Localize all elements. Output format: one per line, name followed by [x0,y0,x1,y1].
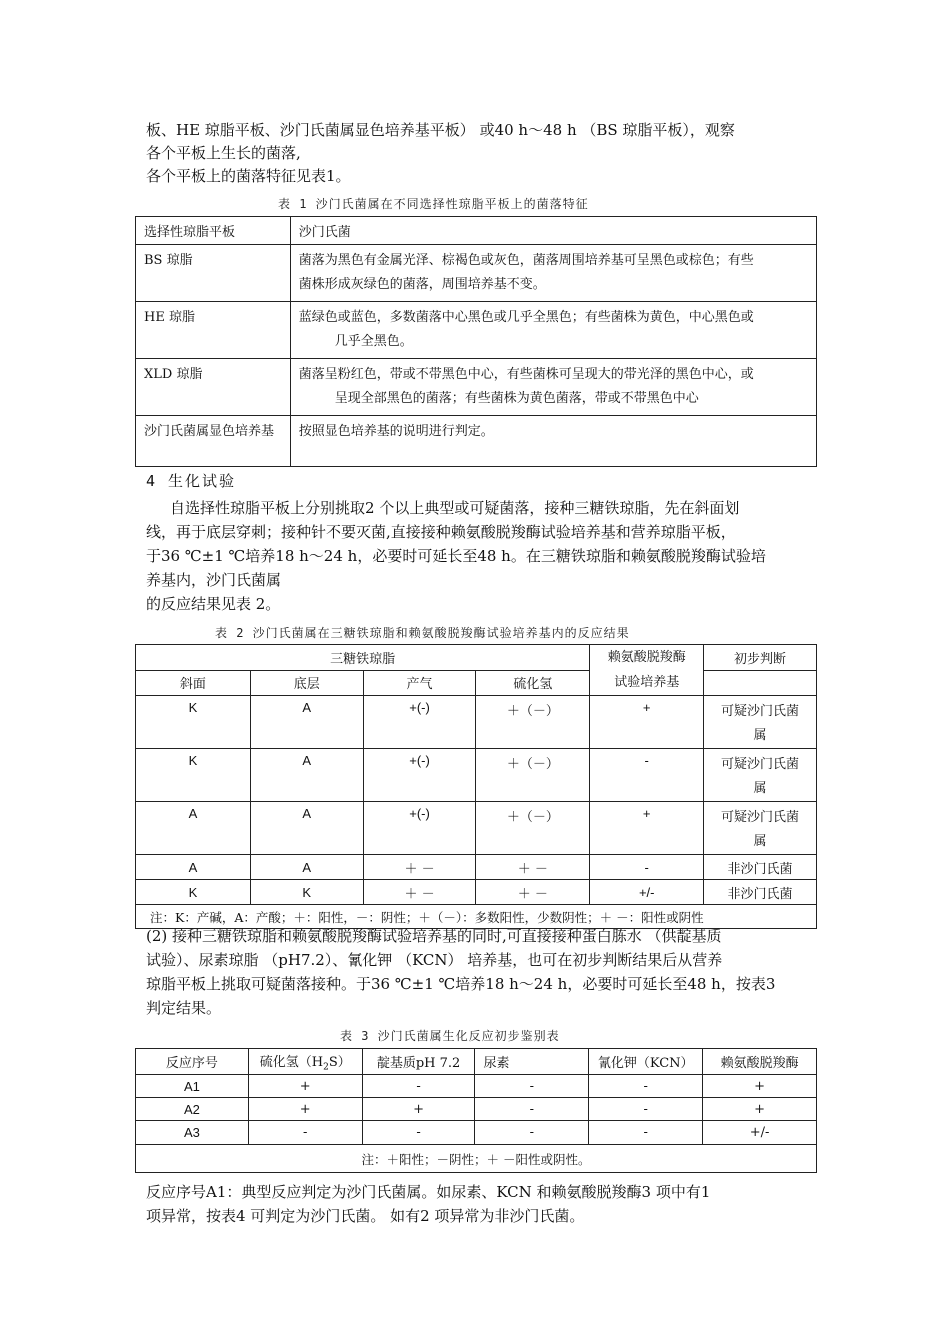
cell-gas: ＋ － [363,880,476,905]
lys-header-line: 试验培养基 [614,675,680,690]
table1-header-medium: 选择性琼脂平板 [136,217,291,245]
cell-value: - [248,1121,362,1145]
para2-line: 琼脂平板上挑取可疑菌落接种。于36 ℃±1 ℃培养18 h～24 h，必要时可延长至48 h，按表3 [146,975,776,993]
table-row [136,217,817,245]
para2-line: (2) 接种三糖铁琼脂和赖氨酸脱羧酶试验培养基的同时,可直接接种蛋白胨水 （供靛基质 [146,927,722,945]
cell-judgement [704,802,817,855]
table-row [136,645,817,671]
cell-bottom: A [250,802,363,855]
table2-subheader: 硫化氢 [476,670,590,696]
table1-cell-description [290,245,816,302]
cell-slope: K [136,880,251,905]
judgement-line: 属 [753,781,767,796]
table2-subheader: 产气 [363,670,476,696]
lys-header-line: 赖氨酸脱羧酶 [607,650,686,665]
cell-value: + [248,1075,362,1098]
table2 [135,644,817,929]
desc-line: 蓝绿色或蓝色，多数菌落中心黑色或几乎全黑色；有些菌株为黄色，中心黑色或 [298,310,754,325]
intro-line-1: 板、HE 琼脂平板、沙门氏菌属显色培养基平板） 或40 h～48 h （BS 琼脂平板），观察 [146,121,735,139]
table1-cell-description: 按照显色培养基的说明进行判定。 [290,416,816,467]
table-row [136,1121,817,1145]
cell-value: - [362,1121,475,1145]
judgement-line: 可疑沙门氏菌 [721,810,800,825]
cell-judgement: 非沙门氏菌 [704,880,817,905]
desc-line: 菌株形成灰绿色的菌落，周围培养基不变。 [298,277,546,292]
table-row [136,245,817,302]
cell-slope: K [136,749,251,802]
cell-value: + [703,1098,817,1121]
cell-bottom: K [250,880,363,905]
table2-empty-cell [704,670,817,696]
desc-line: 呈现全部黑色的菌落；有些菌株为黄色菌落，带或不带黑色中心 [334,391,699,406]
h2s-label-a: 硫化氢（H [259,1054,324,1070]
para2-line: 试验）、尿素琼脂 （pH7.2）、氰化钾 （KCN） 培养基，也可在初步判断结果后从营养 [146,951,723,969]
table-row [136,880,817,905]
cell-judgement [704,749,817,802]
closing-paragraph [146,1180,816,1228]
table-row [136,1145,817,1173]
cell-slope: K [136,696,251,749]
table1-header-salmonella: 沙门氏菌 [290,217,816,245]
h2s-subscript: 2 [323,1062,329,1073]
table1-cell-description [290,359,816,416]
closing-line: 项异常，按表4 可判定为沙门氏菌。 如有2 项异常为非沙门氏菌。 [146,1207,585,1225]
intro-paragraph [146,119,816,188]
cell-lys: + [590,802,704,855]
section4-line: 于36 ℃±1 ℃培养18 h～24 h，必要时可延长至48 h。在三糖铁琼脂和赖氨酸脱羧酶试验培 [146,547,766,565]
h2s-label-b: S） [328,1054,351,1070]
table1-cell-medium: 沙门氏菌属显色培养基 [136,416,291,467]
cell-value: + [703,1075,817,1098]
table2-caption: 表 2 沙门氏菌属在三糖铁琼脂和赖氨酸脱羧酶试验培养基内的反应结果 [215,626,630,640]
intro-line-3: 各个平板上的菌落特征见表1。 [146,167,351,185]
cell-gas: ＋ － [363,855,476,880]
table3-note: 注：＋阳性；－阴性；＋ －阳性或阴性。 [136,1145,817,1173]
cell-value: - [589,1098,703,1121]
cell-judgement [704,696,817,749]
cell-reaction-no: A2 [136,1098,249,1121]
desc-line: 菌落呈粉红色，带或不带黑色中心，有些菌株可呈现大的带光泽的黑色中心，或 [298,367,754,382]
table2-judge-header: 初步判断 [704,645,817,671]
judgement-line: 可疑沙门氏菌 [721,757,800,772]
table3-header-indole: 靛基质pH 7.2 [362,1049,475,1075]
cell-bottom: A [250,696,363,749]
table-row [136,1098,817,1121]
cell-gas: +(-) [363,696,476,749]
closing-line: 反应序号A1：典型反应判定为沙门氏菌属。如尿素、KCN 和赖氨酸脱羧酶3 项中有1 [146,1183,711,1201]
cell-h2s: ＋（－） [476,749,590,802]
section4-line: 线，再于底层穿刺；接种针不要灭菌,直接接种赖氨酸脱羧酶试验培养基和营养琼脂平板， [146,523,736,541]
judgement-line: 可疑沙门氏菌 [721,704,800,719]
cell-reaction-no: A3 [136,1121,249,1145]
table-row [136,855,817,880]
cell-h2s: ＋（－） [476,696,590,749]
table3-header-urea: 尿素 [475,1049,589,1075]
table-row [136,749,817,802]
table3-header-lys: 赖氨酸脱羧酶 [703,1049,817,1075]
judgement-line: 属 [753,834,767,849]
table2-group-header: 三糖铁琼脂 [136,645,590,671]
table-row [136,359,817,416]
table3 [135,1048,817,1173]
cell-lys: - [590,855,704,880]
cell-h2s: ＋ － [476,855,590,880]
cell-bottom: A [250,749,363,802]
cell-lys: - [590,749,704,802]
table1-cell-medium: HE 琼脂 [136,302,291,359]
table2-subheader: 斜面 [136,670,251,696]
cell-value: + [248,1098,362,1121]
cell-gas: +(-) [363,749,476,802]
para2 [146,924,816,1020]
section4-line: 的反应结果见表 2。 [146,595,281,613]
cell-h2s: ＋（－） [476,802,590,855]
cell-value: +/- [703,1121,817,1145]
table-row [136,302,817,359]
section4-line: 自选择性琼脂平板上分别挑取2 个以上典型或可疑菌落，接种三糖铁琼脂，先在斜面划 [170,499,740,517]
table-row [136,1049,817,1075]
desc-line: 几乎全黑色。 [334,334,413,349]
table2-subheader: 底层 [250,670,363,696]
cell-value: - [475,1098,589,1121]
table1 [135,216,817,467]
table-row [136,696,817,749]
judgement-line: 属 [753,728,767,743]
cell-lys: +/- [590,880,704,905]
table3-header-kcn: 氰化钾（KCN） [589,1049,703,1075]
cell-value: - [362,1075,475,1098]
cell-value: - [475,1075,589,1098]
cell-value: - [589,1075,703,1098]
table1-cell-description [290,302,816,359]
cell-slope: A [136,802,251,855]
cell-value: - [589,1121,703,1145]
cell-h2s: ＋ － [476,880,590,905]
cell-value: + [362,1098,475,1121]
cell-lys: + [590,696,704,749]
cell-bottom: A [250,855,363,880]
table-row [136,802,817,855]
table-row [136,1075,817,1098]
intro-line-2: 各个平板上生长的菌落, [146,144,301,162]
table3-caption: 表 3 沙门氏菌属生化反应初步鉴别表 [340,1029,560,1043]
cell-reaction-no: A1 [136,1075,249,1098]
desc-line: 菌落为黑色有金属光泽、棕褐色或灰色，菌落周围培养基可呈黑色或棕色；有些 [298,253,754,268]
table2-note: 注：K：产碱，A：产酸；＋：阳性，－：阴性；＋（－）：多数阳性，少数阴性；＋ －：阳性或阴性 [136,905,817,929]
cell-slope: A [136,855,251,880]
table1-cell-medium: XLD 琼脂 [136,359,291,416]
table2-lys-header [590,645,704,696]
table-row [136,416,817,467]
section4-paragraph [146,496,816,616]
para2-line: 判定结果。 [146,999,222,1017]
section4-line: 养基内，沙门氏菌属 [146,571,282,589]
table-row [136,670,817,696]
cell-value: - [475,1121,589,1145]
cell-gas: +(-) [363,802,476,855]
section4-heading: 4 生化试验 [146,472,237,490]
table3-header-no: 反应序号 [136,1049,249,1075]
cell-judgement: 非沙门氏菌 [704,855,817,880]
table1-cell-medium: BS 琼脂 [136,245,291,302]
table3-header-h2s [248,1049,362,1075]
table1-caption: 表 1 沙门氏菌属在不同选择性琼脂平板上的菌落特征 [278,197,589,211]
